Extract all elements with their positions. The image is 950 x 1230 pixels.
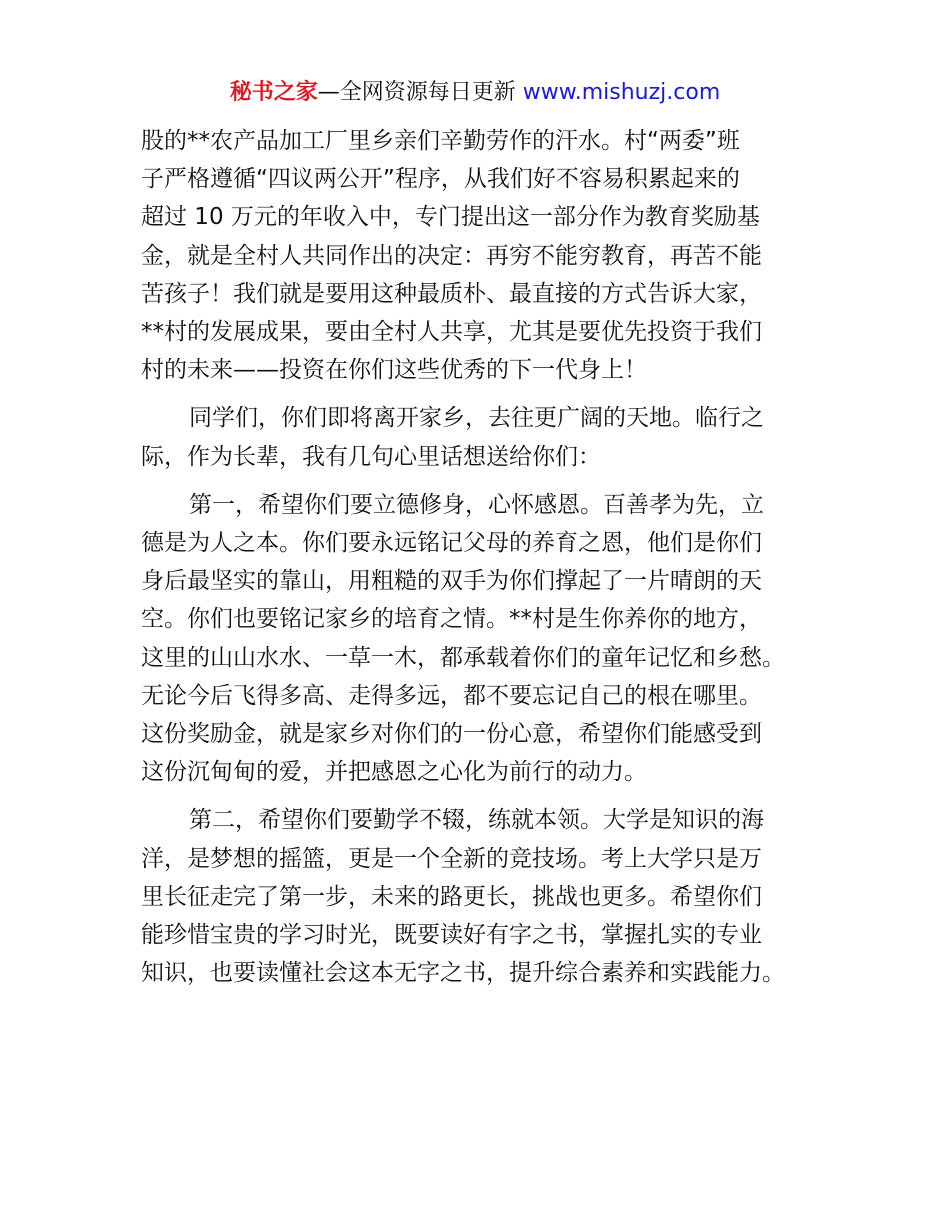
page-header <box>0 76 950 110</box>
text-line: 子严格遵循“四议两公开”程序，从我们好不容易积累起来的 <box>141 166 740 193</box>
text-line: 超过 10 万元的年收入中，专门提出这一部分作为教育奖励基 <box>141 204 760 231</box>
text-line: 股的**农产品加工厂里乡亲们辛勤劳作的汗水。村“两委”班 <box>141 128 740 154</box>
text-line: 村的未来——投资在你们这些优秀的下一代身上！ <box>141 357 647 384</box>
text-line: 身后最坚实的靠山，用粗糙的双手为你们撑起了一片晴朗的天 <box>141 568 762 595</box>
text-line: 第二，希望你们要勤学不辍，练就本领。大学是知识的海 <box>189 807 764 834</box>
text-line: 苦孩子！我们就是要用这种最质朴、最直接的方式告诉大家， <box>141 280 762 307</box>
text-line: 第一，希望你们要立德修身，心怀感恩。百善孝为先，立 <box>189 491 764 518</box>
text-line: 这份沉甸甸的爱，并把感恩之心化为前行的动力。 <box>141 759 647 786</box>
text-line: 这里的山山水水、一草一木，都承载着你们的童年记忆和乡愁。 <box>141 644 785 671</box>
text-line: 这份奖励金，就是家乡对你们的一份心意，希望你们能感受到 <box>141 721 762 748</box>
site-slogan: —全网资源每日更新 <box>317 80 523 105</box>
text-line: 德是为人之本。你们要永远铭记父母的养育之恩，他们是你们 <box>141 530 762 557</box>
paragraph <box>141 122 831 389</box>
site-url[interactable]: www.mishuzj.com <box>522 80 721 105</box>
text-line: 能珍惜宝贵的学习时光，既要读好有字之书，掌握扎实的专业 <box>141 922 762 949</box>
paragraph <box>141 486 831 792</box>
paragraph <box>141 801 831 992</box>
text-line: 无论今后飞得多高、走得多远，都不要忘记自己的根在哪里。 <box>141 682 762 709</box>
text-line: 里长征走完了第一步，未来的路更长，挑战也更多。希望你们 <box>141 883 762 910</box>
site-brand: 秘书之家 <box>229 80 318 105</box>
text-line: 际，作为长辈，我有几句心里话想送给你们： <box>141 443 601 470</box>
text-line: 同学们，你们即将离开家乡，去往更广阔的天地。临行之 <box>189 405 764 432</box>
document-body <box>141 122 831 992</box>
text-line: 金，就是全村人共同作出的决定：再穷不能穷教育，再苦不能 <box>141 242 762 269</box>
text-line: **村的发展成果，要由全村人共享，尤其是要优先投资于我们 <box>141 319 762 346</box>
text-line: 洋，是梦想的摇篮，更是一个全新的竞技场。考上大学只是万 <box>141 845 762 872</box>
text-line: 空。你们也要铭记家乡的培育之情。**村是生你养你的地方， <box>141 606 762 633</box>
text-line: 知识，也要读懂社会这本无字之书，提升综合素养和实践能力。 <box>141 960 785 987</box>
paragraph <box>141 399 831 475</box>
